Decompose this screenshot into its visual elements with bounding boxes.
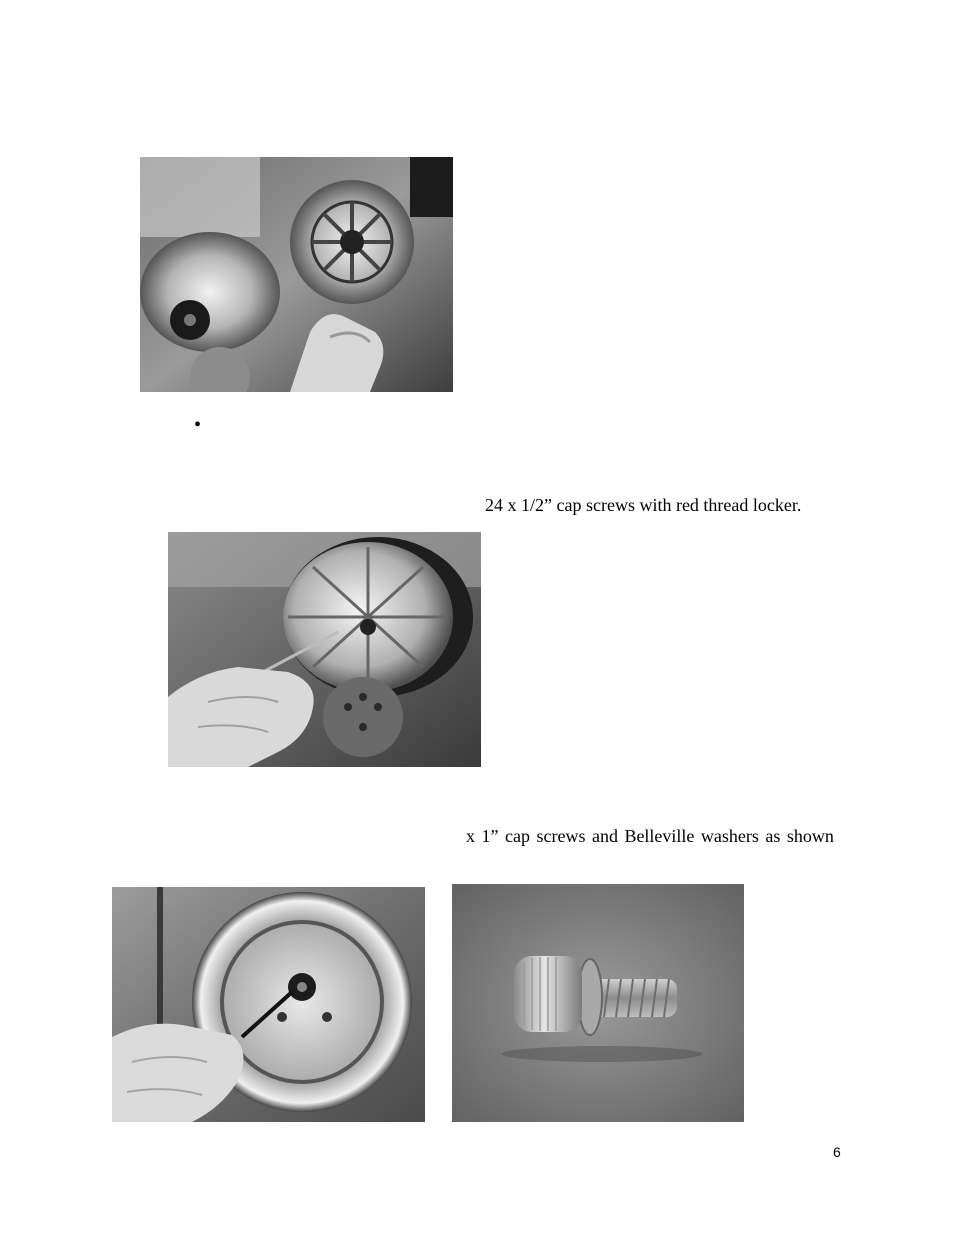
pulley-screw-install-photo [168, 532, 481, 767]
page-number: 6 [833, 1144, 841, 1160]
instruction-text-belleville-washers: x 1” cap screws and Belleville washers as shown [466, 826, 834, 846]
list-bullet: • [194, 414, 202, 436]
cap-screw-belleville-washer-photo [452, 884, 744, 1122]
instruction-text-cap-screws: 24 x 1/2” cap screws with red thread locker. [485, 495, 802, 515]
pulley-allen-wrench-photo [112, 887, 425, 1122]
engine-bracket-install-photo [140, 157, 453, 392]
